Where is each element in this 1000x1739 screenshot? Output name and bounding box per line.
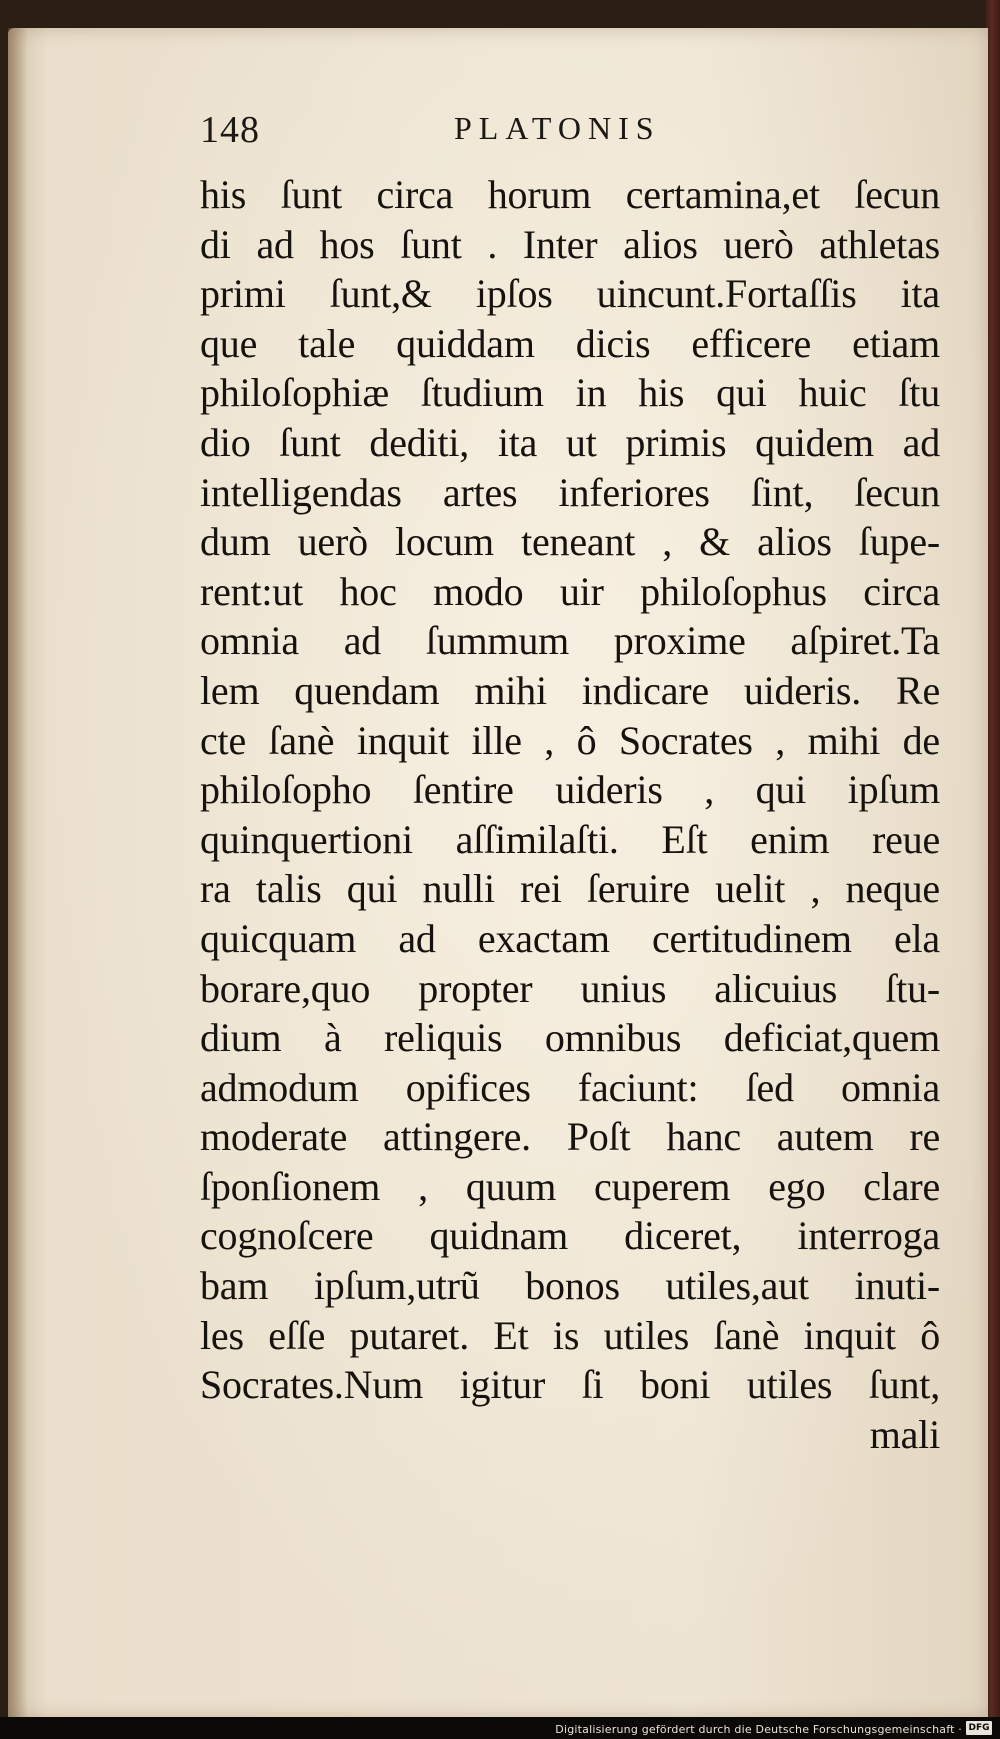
text-line: dium à reliquis omnibus deficiat,quem bbox=[200, 1015, 940, 1061]
page-header bbox=[200, 108, 720, 158]
text-line: cognoſcere quidnam diceret, interroga bbox=[200, 1213, 940, 1259]
text-line: primi ſunt,& ipſos uincunt.Fortaſſis ita bbox=[200, 271, 940, 317]
dfg-logo-icon: DFG bbox=[966, 1721, 992, 1735]
text-line: bam ipſum,utrũ bonos utiles,aut inuti- bbox=[200, 1263, 940, 1309]
text-line: ſponſionem , quum cuperem ego clare bbox=[200, 1163, 940, 1209]
text-line: rent:ut hoc modo uir philoſophus circa bbox=[200, 568, 940, 614]
text-line: di ad hos ſunt . Inter alios uerò athletas bbox=[200, 221, 940, 267]
text-line: que tale quiddam dicis efficere etiam bbox=[200, 320, 940, 366]
text-line: cte ſanè inquit ille , ô Socrates , mihi de bbox=[200, 717, 940, 763]
running-head: PLATONIS bbox=[454, 110, 661, 146]
text-line: omnia ad ſummum proxime aſpiret.Ta bbox=[200, 618, 940, 664]
text-line: borare,quo propter unius alicuius ſtu- bbox=[200, 965, 940, 1011]
text-line: dum uerò locum teneant , & alios ſupe- bbox=[200, 519, 940, 565]
footer-bar bbox=[0, 1717, 1000, 1739]
page-number: 148 bbox=[200, 109, 260, 151]
text-line: Socrates.Num igitur ſi boni utiles ſunt, bbox=[200, 1362, 940, 1408]
book-cover-edge bbox=[986, 0, 1000, 1739]
text-line: his ſunt circa horum certamina,et ſecun bbox=[200, 172, 940, 217]
text-line: dio ſunt dediti, ita ut primis quidem ad bbox=[200, 419, 940, 465]
text-line: quinquertioni aſſimilaſti. Eſt enim reue bbox=[200, 816, 940, 862]
digitization-credit: Digitalisierung gefördert durch die Deutsche Forschungsgemeinschaft · bbox=[555, 1723, 962, 1736]
catchword: mali bbox=[869, 1411, 940, 1457]
text-line: philoſophiæ ſtudium in his qui huic ſtu bbox=[200, 370, 940, 416]
text-line: admodum opifices faciunt: ſed omnia bbox=[200, 1064, 940, 1110]
text-line: lem quendam mihi indicare uideris. Re bbox=[200, 667, 940, 713]
text-line: intelligendas artes inferiores ſint, ſecun bbox=[200, 469, 940, 515]
text-line: quicquam ad exactam certitudinem ela bbox=[200, 915, 940, 961]
text-line: moderate attingere. Poſt hanc autem re bbox=[200, 1114, 940, 1160]
text-line: les eſſe putaret. Et is utiles ſanè inquit ô bbox=[200, 1312, 940, 1358]
page-gutter-shadow bbox=[8, 28, 28, 1718]
text-line: ra talis qui nulli rei ſeruire uelit , neque bbox=[200, 866, 940, 912]
body-text bbox=[200, 170, 940, 1459]
text-line: philoſopho ſentire uideris , qui ipſum bbox=[200, 767, 940, 813]
